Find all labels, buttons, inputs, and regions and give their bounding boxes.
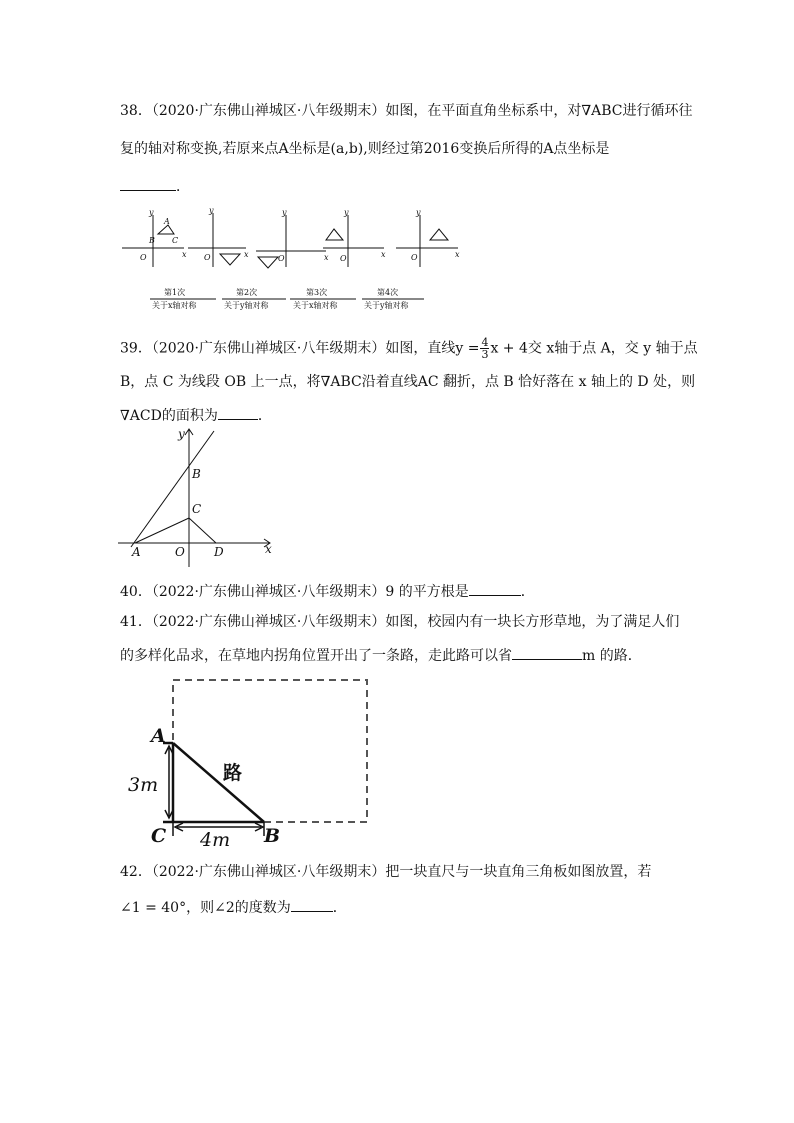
q39-fig-c: C <box>192 502 202 516</box>
q38-fig-x3: x <box>324 253 329 262</box>
q38-step2-n: 第2次 <box>236 288 258 297</box>
q38-fig-y1: y <box>149 208 154 217</box>
q39-line3-text: ∇ACD的面积为 <box>120 408 218 424</box>
q40-answer-blank[interactable] <box>469 581 521 596</box>
q38-step1-desc: 关于x轴对称 <box>152 301 197 310</box>
q38-fig-y5: y <box>416 208 421 217</box>
q39-frac-num: 4 <box>481 336 489 349</box>
q38-line1: 38．（2020·广东佛山禅城区·八年级期末）如图，在平面直角坐标系中，对∇ABC进行循环往 <box>120 103 693 119</box>
q38-step4-desc: 关于y轴对称 <box>364 301 409 310</box>
q38-fig-o4: O <box>340 254 347 263</box>
q38-fig-o3: O <box>278 254 285 263</box>
q38-answer-blank[interactable] <box>120 176 176 191</box>
q38-fig-o2: O <box>204 253 211 262</box>
q38-step4-n: 第4次 <box>377 288 399 297</box>
q38-fig-x1: x <box>182 250 187 259</box>
q41-fig-a: A <box>151 725 166 747</box>
q41-line2-text: 的多样化品求，在草地内拐角位置开出了一条路，走此路可以省 <box>120 648 512 664</box>
q39-line3 <box>120 405 272 426</box>
q41-end: m 的路． <box>582 648 642 664</box>
q38-fig-a: A <box>164 217 170 226</box>
q39-fig-o: O <box>175 545 185 559</box>
q39-fig-b: B <box>192 467 201 481</box>
q38-step3-desc: 关于x轴对称 <box>293 301 338 310</box>
q41-line2 <box>120 645 642 666</box>
q39-frac-den: 3 <box>481 348 489 361</box>
q38-fig-y2: y <box>209 206 214 215</box>
q38-fig-x5: x <box>455 250 460 259</box>
q39-fig-d: D <box>214 545 224 559</box>
q40-text: 40．（2022·广东佛山禅城区·八年级期末）9 的平方根是 <box>120 584 469 600</box>
q42-end: ． <box>332 900 347 916</box>
q42-line2 <box>120 897 347 918</box>
q41-fig-vert: 3m <box>128 774 159 796</box>
q42-line2-text: ∠1 = 40°，则∠2的度数为 <box>120 900 291 916</box>
q38-fig-x4: x <box>381 250 386 259</box>
q39-fig-a: A <box>132 545 141 559</box>
q39-line1b: x + 4交 x轴于点 A，交 y 轴于点 <box>490 340 698 357</box>
q38-line2: 复的轴对称变换,若原来点A坐标是(a,b),则经过第2016变换后所得的A点坐标是 <box>120 141 610 157</box>
q40-end: ． <box>520 584 535 600</box>
q38-end: ． <box>176 179 190 195</box>
q38-fig-y3: y <box>282 208 287 217</box>
q39-line2: B，点 C 为线段 OB 上一点，将∇ABC沿着直线AC 翻折，点 B 恰好落在 x 轴上的 D 处，则 <box>120 374 696 390</box>
q38-step3-n: 第3次 <box>306 288 328 297</box>
q39-line1a: 39．（2020·广东佛山禅城区·八年级期末）如图，直线y = <box>120 340 480 357</box>
q38-fig-x2: x <box>244 250 249 259</box>
q42-answer-blank[interactable] <box>291 897 333 912</box>
q39-end: ． <box>257 408 272 424</box>
q38-figure <box>118 205 468 315</box>
q41-answer-blank[interactable] <box>512 645 582 660</box>
q41-fig-road: 路 <box>223 762 243 784</box>
q39-fig-x: x <box>265 542 272 556</box>
q39-fig-y: y <box>178 427 185 441</box>
q39-answer-blank[interactable] <box>218 405 258 420</box>
q40-line <box>120 581 535 602</box>
q38-step1-n: 第1次 <box>164 288 186 297</box>
q39-line1 <box>120 337 698 360</box>
q38-fig-c: C <box>172 236 179 245</box>
q41-fig-b: B <box>264 825 281 847</box>
q41-fig-horiz: 4m <box>200 829 231 851</box>
q41-figure <box>125 676 375 851</box>
q42-line1: 42．（2022·广东佛山禅城区·八年级期末）把一块直尺与一块直角三角板如图放置，若 <box>120 864 652 880</box>
q38-step2-desc: 关于y轴对称 <box>224 301 269 310</box>
q38-fig-o1: O <box>140 253 147 262</box>
q41-fig-c: C <box>151 825 167 847</box>
q38-fig-b: B <box>149 236 155 245</box>
q38-answer-line <box>120 176 190 197</box>
q39-fraction <box>480 337 489 360</box>
q39-figure <box>118 425 278 570</box>
q38-fig-o5: O <box>411 253 418 262</box>
q41-line1: 41．（2022·广东佛山禅城区·八年级期末）如图，校园内有一块长方形草地，为了满足人们 <box>120 614 680 630</box>
q38-fig-y4: y <box>344 208 349 217</box>
